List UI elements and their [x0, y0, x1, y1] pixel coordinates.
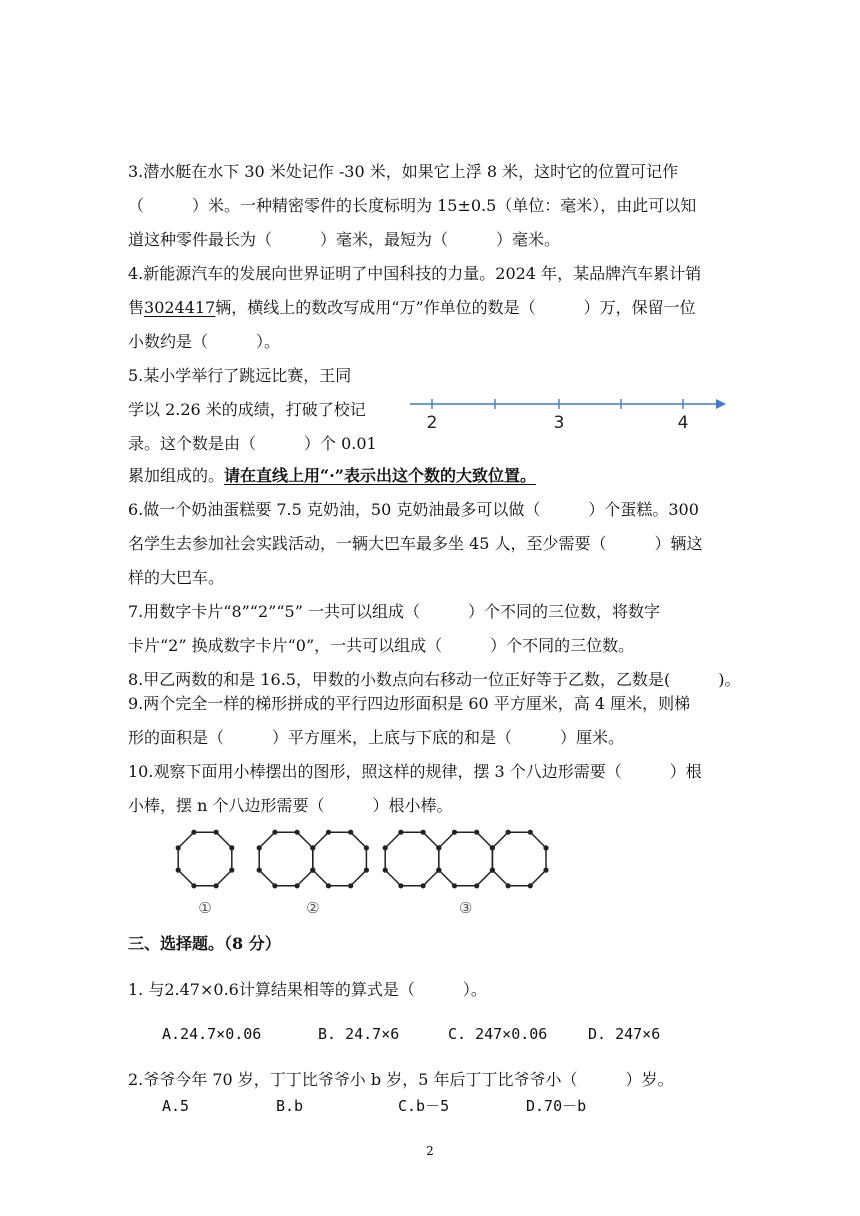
stick-joint	[295, 830, 300, 835]
stick-joint	[474, 830, 479, 835]
mc2-option-b: B.b	[276, 1097, 304, 1115]
stick-joint	[543, 868, 548, 873]
stick-joint	[383, 845, 388, 850]
stick-joint	[310, 868, 315, 873]
mc2-stem: 2.爷爷今年 70 岁，丁丁比爷爷小 b 岁，5 年后丁丁比爷爷小（ ）岁。	[128, 1070, 674, 1089]
stick-joint	[543, 845, 548, 850]
octagon	[385, 832, 439, 886]
q4-line-1: 4.新能源汽车的发展向世界证明了中国科技的力量。2024 年，某品牌汽车累计销	[128, 264, 702, 283]
octagon-stick-figure	[160, 825, 560, 920]
stick-joint	[421, 830, 426, 835]
mc1-option-d: D. 247×6	[588, 1025, 661, 1043]
stick-joint	[295, 883, 300, 888]
stick-joint	[421, 883, 426, 888]
q4-line-2	[128, 298, 696, 318]
mc2-option-d: D.70－b	[526, 1097, 587, 1115]
stick-joint	[191, 883, 196, 888]
stick-joint	[383, 868, 388, 873]
q6-line-2: 名学生去参加社会实践活动，一辆大巴车最多坐 45 人，至少需要（ ）辆这	[128, 534, 703, 553]
stick-joint	[176, 868, 181, 873]
stick-joint	[214, 883, 219, 888]
figure-caption-2: ②	[306, 899, 320, 917]
q10-line-2: 小棒，摆 n 个八边形需要（ ）根小棒。	[128, 796, 453, 815]
stick-joint	[348, 830, 353, 835]
q4-text-a: 售	[128, 298, 145, 317]
stick-joint	[528, 883, 533, 888]
stick-joint	[176, 845, 181, 850]
stick-joint	[452, 883, 457, 888]
octagon	[439, 832, 493, 886]
stick-joint	[436, 845, 441, 850]
q5-line-2: 学以 2.26 米的成绩，打破了校记	[128, 400, 366, 419]
stick-joint	[398, 883, 403, 888]
mc1-option-a: A.24.7×0.06	[162, 1025, 262, 1043]
stick-joint	[272, 883, 277, 888]
stick-joint	[364, 868, 369, 873]
stick-joint	[191, 830, 196, 835]
tick-label-4: 4	[677, 413, 689, 433]
tick-label-2: 2	[426, 413, 438, 433]
stick-joint	[490, 868, 495, 873]
number-line	[400, 390, 740, 440]
stick-joint	[490, 845, 495, 850]
q4-text-b: 辆，横线上的数改写成用“万”作单位的数是（ ）万，保留一位	[215, 298, 696, 317]
page-number: 2	[426, 1144, 434, 1158]
q8-line-1: 8.甲乙两数的和是 16.5，甲数的小数点向右移动一位正好等于乙数，乙数是( )。	[128, 670, 741, 689]
octagon	[313, 832, 367, 886]
q5-instruction: 请在直线上用“·”表示出这个数的大致位置。	[224, 466, 536, 485]
mc1-option-c: C. 247×0.06	[448, 1025, 548, 1043]
q4-underlined-number: 3024417	[144, 298, 216, 317]
q10-line-1: 10.观察下面用小棒摆出的图形，照这样的规律，摆 3 个八边形需要（ ）根	[128, 762, 702, 781]
stick-joint	[326, 830, 331, 835]
stick-joint	[506, 883, 511, 888]
stick-joint	[398, 830, 403, 835]
stick-joint	[310, 845, 315, 850]
section-3-title: 三、选择题。（8 分）	[128, 934, 281, 953]
octagon	[259, 832, 313, 886]
q6-line-1: 6.做一个奶油蛋糕要 7.5 克奶油，50 克奶油最多可以做（ ）个蛋糕。300	[128, 500, 699, 519]
octagon-group-1	[176, 830, 235, 889]
mc2-option-a: A.5	[162, 1097, 190, 1115]
q5-line-4	[128, 466, 536, 486]
tick-label-3: 3	[553, 413, 565, 433]
stick-joint	[348, 883, 353, 888]
stick-joint	[229, 868, 234, 873]
q4-line-3: 小数约是（ ）。	[128, 332, 281, 351]
stick-joint	[436, 868, 441, 873]
octagon	[178, 832, 232, 886]
stick-joint	[364, 845, 369, 850]
q7-line-1: 7.用数字卡片“8”“2”“5” 一共可以组成（ ）个不同的三位数，将数字	[128, 602, 660, 621]
stick-joint	[229, 845, 234, 850]
mc1-option-b: B. 24.7×6	[318, 1025, 400, 1043]
stick-joint	[506, 830, 511, 835]
stick-joint	[326, 883, 331, 888]
figure-caption-1: ①	[198, 899, 212, 917]
stick-joint	[272, 830, 277, 835]
q5-line-1: 5.某小学举行了跳远比赛，王同	[128, 366, 352, 385]
stick-joint	[214, 830, 219, 835]
q7-line-2: 卡片“2” 换成数字卡片“0”，一共可以组成（ ）个不同的三位数。	[128, 636, 635, 655]
octagon	[492, 832, 546, 886]
mc2-option-c: C.b－5	[398, 1097, 450, 1115]
q9-line-2: 形的面积是（ ）平方厘米，上底与下底的和是（ ）厘米。	[128, 728, 625, 747]
octagon-group-2	[257, 830, 369, 889]
figure-caption-3: ③	[458, 899, 473, 917]
mc1-stem: 1. 与2.47×0.6计算结果相等的算式是（ ）。	[128, 980, 487, 999]
number-line-arrow	[716, 399, 726, 409]
stick-joint	[257, 845, 262, 850]
stick-joint	[257, 868, 262, 873]
q6-line-3: 样的大巴车。	[128, 568, 225, 587]
q3-line-2: （ ）米。一种精密零件的长度标明为 15±0.5（单位：毫米），由此可以知	[128, 196, 697, 215]
stick-joint	[528, 830, 533, 835]
stick-joint	[452, 830, 457, 835]
q5-text-a: 累加组成的。	[128, 466, 225, 485]
stick-joint	[474, 883, 479, 888]
q3-line-1: 3.潜水艇在水下 30 米处记作 -30 米，如果它上浮 8 米，这时它的位置可记作	[128, 162, 679, 181]
q9-line-1: 9.两个完全一样的梯形拼成的平行四边形面积是 60 平方厘米，高 4 厘米，则梯	[128, 694, 691, 713]
octagon-group-3	[383, 830, 549, 889]
q3-line-3: 道这种零件最长为（ ）毫米，最短为（ ）毫米。	[128, 230, 561, 249]
q5-line-3: 录。这个数是由（ ）个 0.01	[128, 434, 377, 453]
